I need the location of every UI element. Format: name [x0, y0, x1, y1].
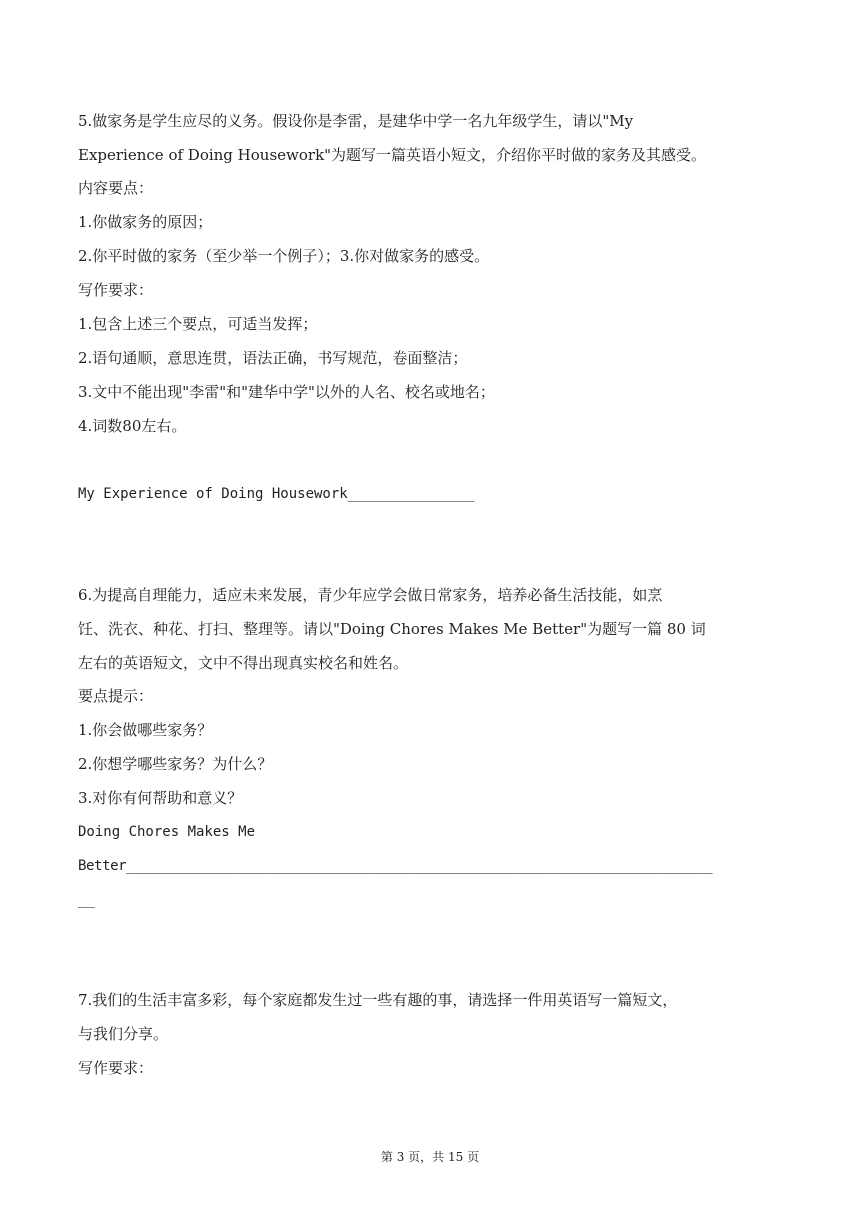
q6-prompt-line-3: 左右的英语短文，文中不得出现真实校名和姓名。	[78, 654, 409, 672]
page-number-footer: 第 3 页，共 15 页	[380, 1150, 480, 1164]
q5-essay-title-line: My Experience of Doing Housework_______________	[78, 486, 475, 502]
q5-point-1: 1.你做家务的原因；	[78, 213, 213, 231]
q6-essay-title-line-3: __	[78, 892, 95, 908]
q5-requirement-4: 4.词数80左右。	[78, 417, 187, 435]
q5-requirements-heading: 写作要求：	[78, 281, 154, 299]
q6-essay-title-line-2: Better_________________________________________________________________________	[78, 858, 713, 874]
q5-requirement-1: 1.包含上述三个要点，可适当发挥；	[78, 315, 318, 333]
q6-tips-heading: 要点提示：	[78, 687, 154, 705]
q6-tip-2: 2.你想学哪些家务？为什么？	[78, 755, 273, 773]
q7-prompt-line-2: 与我们分享。	[78, 1025, 169, 1043]
q5-requirement-2: 2.语句通顺，意思连贯，语法正确，书写规范，卷面整洁；	[78, 349, 468, 367]
q6-tip-3: 3.对你有何帮助和意义？	[78, 789, 243, 807]
q5-requirement-3: 3.文中不能出现"李雷"和"建华中学"以外的人名、校名或地名；	[78, 383, 495, 401]
q6-tip-1: 1.你会做哪些家务？	[78, 721, 213, 739]
q6-essay-title-line-1: Doing Chores Makes Me	[78, 824, 256, 840]
q5-point-2: 2.你平时做的家务（至少举一个例子）；3.你对做家务的感受。	[78, 247, 490, 265]
q5-prompt-line-1: 5.做家务是学生应尽的义务。假设你是李雷，是建华中学一名九年级学生，请以"My	[78, 112, 634, 130]
q7-requirements-heading: 写作要求：	[78, 1059, 154, 1077]
q5-prompt-line-2: Experience of Doing Housework"为题写一篇英语小短文，介绍你平时做的家务及其感受。	[78, 146, 707, 164]
q6-prompt-line-1: 6.为提高自理能力，适应未来发展，青少年应学会做日常家务，培养必备生活技能，如烹	[78, 586, 663, 604]
q5-points-heading: 内容要点：	[78, 179, 154, 197]
q7-prompt-line-1: 7.我们的生活丰富多彩，每个家庭都发生过一些有趣的事，请选择一件用英语写一篇短文，	[78, 991, 678, 1009]
q6-prompt-line-2: 饪、洗衣、种花、打扫、整理等。请以"Doing Chores Makes Me Better"为题写一篇 80 词	[78, 620, 706, 638]
